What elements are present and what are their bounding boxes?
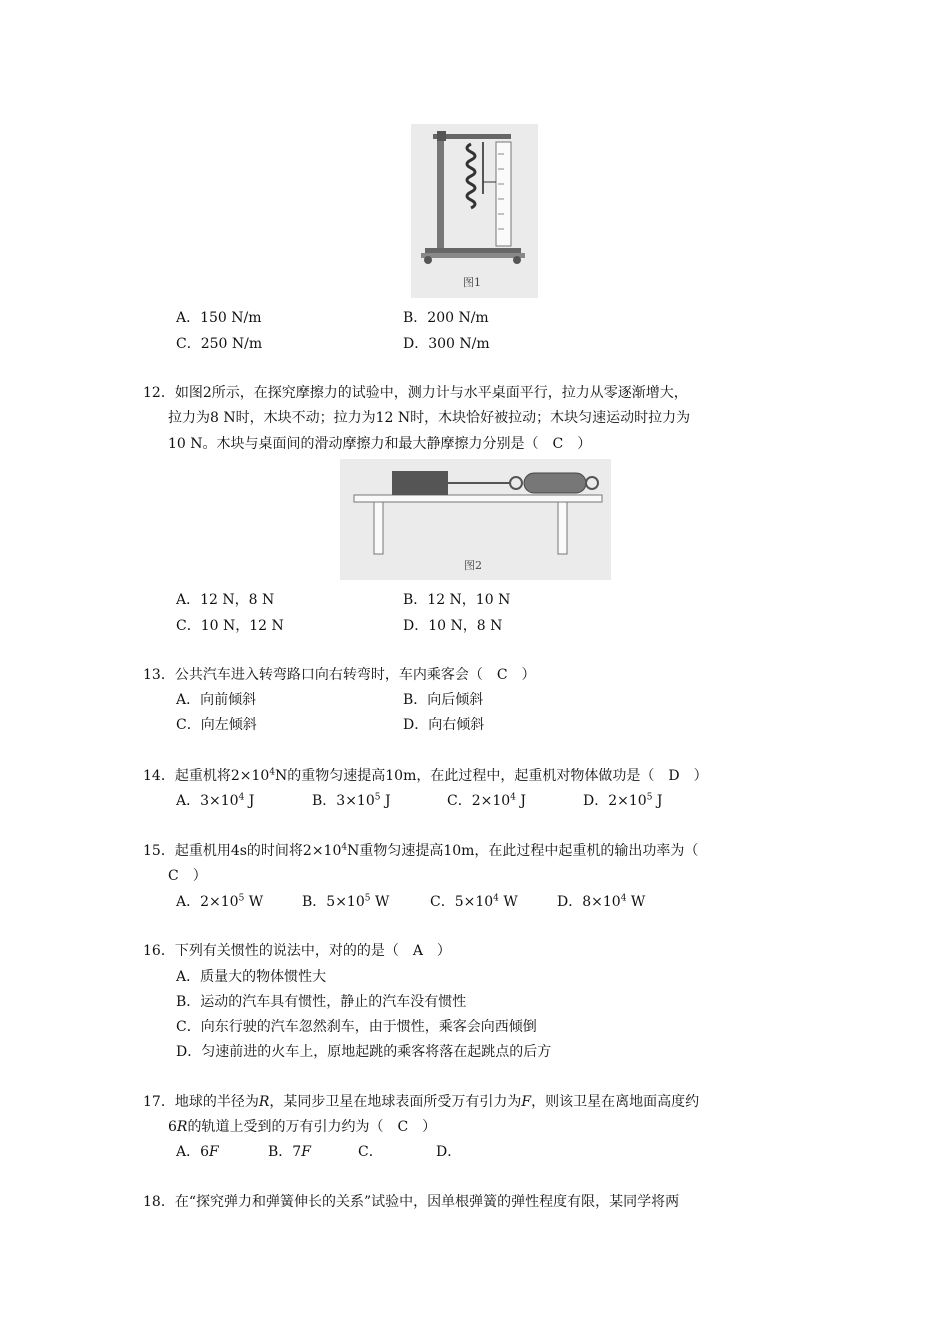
q15-option-d: D．$8\times 10^4$ W xyxy=(557,893,646,910)
q15-option-c: C．$5\times 10^4$ W xyxy=(430,893,518,910)
q11-option-c: C．250 N/m xyxy=(176,336,263,352)
q15-option-a: A．$2\times 10^5$ W xyxy=(176,893,264,910)
q13-option-a: A．向前倾斜 xyxy=(176,692,257,708)
q14-option-d: D．$2\times 10^5$ J xyxy=(583,792,663,809)
spring-stand-drawing xyxy=(411,124,538,298)
q17-option-c: C． xyxy=(358,1144,383,1160)
q12-stem-line-3: 10 N。木块与桌面间的滑动摩擦力和最大静摩擦力分别是（ C ） xyxy=(168,436,592,452)
q12-option-b: B．12 N，10 N xyxy=(403,592,511,608)
q12-option-d: D．10 N，8 N xyxy=(403,618,503,634)
q12-option-a: A．12 N，8 N xyxy=(176,592,275,608)
figure-1-spring-stand xyxy=(411,124,538,298)
q14-option-a: A．$3\times 10^4$ J xyxy=(176,792,255,809)
q14-stem: 14．起重机将$2\times 10^4N$的重物匀速提高10m，在此过程中，起重机对物体做功是（ D ） xyxy=(143,767,708,784)
q12-option-c: C．10 N，12 N xyxy=(176,618,284,634)
q12-stem-line-1: 12．如图2所示，在探究摩擦力的试验中，测力计与水平桌面平行，拉力从零逐渐增大， xyxy=(143,385,688,401)
q17-option-d: D． xyxy=(436,1144,462,1160)
q15-option-b: B．$5\times 10^5$ W xyxy=(302,893,390,910)
q18-stem-line-1: 18．在“探究弹力和弹簧伸长的关系”试验中，因单根弹簧的弹性程度有限，某同学将两 xyxy=(143,1194,680,1210)
q12-stem-line-2: 拉力为8 N时，木块不动；拉力为12 N时，木块恰好被拉动；木块匀速运动时拉力为 xyxy=(168,410,691,426)
figure-2-caption: 图2 xyxy=(464,559,482,572)
q13-option-d: D．向右倾斜 xyxy=(403,717,485,733)
q17-stem-line-1: 17．地球的半径为R，某同步卫星在地球表面所受万有引力为F，则该卫星在离地面高度约 xyxy=(143,1094,700,1110)
q17-option-b: B．7F xyxy=(268,1144,311,1160)
q15-stem-line-2: C ） xyxy=(168,868,207,884)
q16-option-c: C．向东行驶的汽车忽然刹车，由于惯性，乘客会向西倾倒 xyxy=(176,1019,537,1035)
q13-option-b: B．向后倾斜 xyxy=(403,692,484,708)
q13-stem: 13．公共汽车进入转弯路口向右转弯时，车内乘客会（ C ） xyxy=(143,667,536,683)
q13-option-c: C．向左倾斜 xyxy=(176,717,257,733)
q11-option-b: B．200 N/m xyxy=(403,310,489,326)
q14-option-b: B．$3\times 10^5$ J xyxy=(312,792,391,809)
q11-option-a: A．150 N/m xyxy=(176,310,262,326)
q16-option-a: A．质量大的物体惯性大 xyxy=(176,969,327,985)
q17-stem-line-2: 6R的轨道上受到的万有引力约为（ C ） xyxy=(168,1119,437,1135)
q16-option-b: B．运动的汽车具有惯性，静止的汽车没有惯性 xyxy=(176,994,467,1010)
q11-option-d: D．300 N/m xyxy=(403,336,490,352)
q15-stem-line-1: 15．起重机用4s的时间将$2\times 10^4N$重物匀速提高10m，在此过程中起重机的输出功率为（ xyxy=(143,842,699,859)
q16-stem: 16．下列有关惯性的说法中，对的的是（ A ） xyxy=(143,943,451,959)
q16-option-d: D．匀速前进的火车上，原地起跳的乘客将落在起跳点的后方 xyxy=(176,1044,552,1060)
figure-2-friction-table xyxy=(340,459,611,580)
figure-1-caption: 图1 xyxy=(463,276,481,289)
q17-option-a: A．6F xyxy=(176,1144,219,1160)
q14-option-c: C．$2\times 10^4$ J xyxy=(447,792,526,809)
